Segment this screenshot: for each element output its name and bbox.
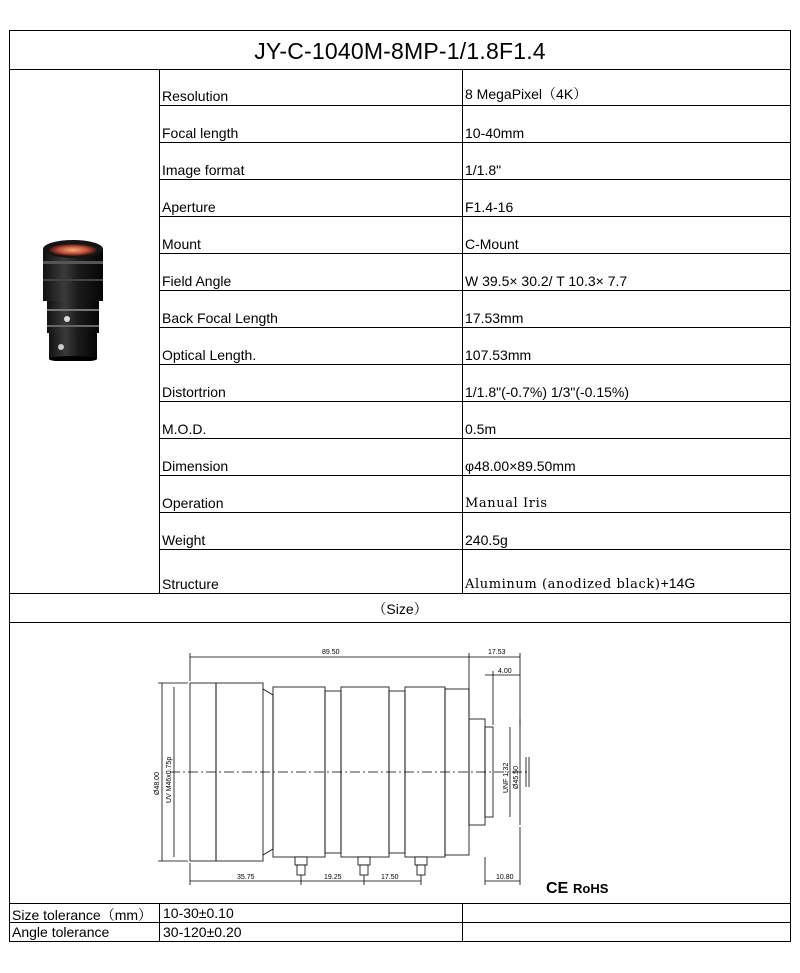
spec-row-mount xyxy=(160,217,790,254)
spec-area xyxy=(10,69,790,593)
dim-total: 89.50 xyxy=(322,649,340,656)
tolerance-value: 30-120±0.20 xyxy=(163,924,242,940)
spec-value: 1/1.8" xyxy=(465,162,502,178)
dimension-drawing xyxy=(10,623,790,903)
spec-row-weight xyxy=(160,513,790,550)
spec-value: 0.5m xyxy=(465,421,497,437)
tolerance-row-size xyxy=(10,903,790,923)
spec-row-structure xyxy=(160,550,790,593)
spec-row-optical-length xyxy=(160,328,790,365)
spec-label: Weight xyxy=(162,532,206,548)
spec-row-dimension xyxy=(160,439,790,476)
spec-value: Aluminum (anodized black) xyxy=(465,577,661,592)
dim-a: 35.75 xyxy=(237,874,255,881)
product-title: JY-C-1040M-8MP-1/1.8F1.4 xyxy=(10,31,790,70)
lens-photo xyxy=(37,239,109,361)
tolerance-row-angle xyxy=(10,922,790,942)
spec-row-aperture xyxy=(160,180,790,217)
spec-value: 10-40mm xyxy=(465,125,525,141)
spec-label: Focal length xyxy=(162,125,239,141)
dim-filter-thread: UV M46x0.75p xyxy=(166,756,173,803)
dim-diameter: Ø48.00 xyxy=(154,772,161,795)
spec-value: 1/1.8"(-0.7%) 1/3"(-0.15%) xyxy=(465,384,630,400)
spec-value: 240.5g xyxy=(465,532,508,548)
spec-sheet xyxy=(9,30,791,942)
spec-label: Resolution xyxy=(162,88,229,104)
spec-value: 107.53mm xyxy=(465,347,532,363)
dim-b: 19.25 xyxy=(324,874,342,881)
tolerance-divider xyxy=(159,904,160,923)
spec-label: Distortrion xyxy=(162,384,226,400)
ce-mark: CE xyxy=(546,880,569,897)
spec-row-focal-length xyxy=(160,106,790,143)
spec-value: Manual Iris xyxy=(465,496,548,511)
spec-value: C-Mount xyxy=(465,236,519,252)
spec-label: Dimension xyxy=(162,458,229,474)
spec-label: Field Angle xyxy=(162,273,232,289)
spec-label: Mount xyxy=(162,236,201,252)
spec-row-back-focal-length xyxy=(160,291,790,328)
size-heading: （Size） xyxy=(10,593,790,623)
spec-label: Structure xyxy=(162,576,219,592)
spec-label: Operation xyxy=(162,495,224,511)
spec-label: Optical Length. xyxy=(162,347,257,363)
spec-label: M.O.D. xyxy=(162,421,207,437)
rohs-mark: RoHS xyxy=(573,881,609,896)
dim-flange: 4.00 xyxy=(498,668,512,675)
tolerance-divider xyxy=(462,923,463,942)
lens-dimension-drawing xyxy=(10,623,790,903)
spec-row-field-angle xyxy=(160,254,790,291)
product-image-cell xyxy=(10,69,160,593)
spec-value: F1.4-16 xyxy=(465,199,514,215)
dim-mount-diameter: Ø45.50 xyxy=(513,766,520,789)
spec-value: 8 MegaPixel（4K） xyxy=(465,86,588,102)
spec-value: W 39.5× 30.2/ T 10.3× 7.7 xyxy=(465,273,628,289)
spec-row-resolution xyxy=(160,69,790,106)
spec-value: 17.53mm xyxy=(465,310,524,326)
tolerance-divider xyxy=(159,923,160,942)
spec-value-suffix: +14G xyxy=(660,575,696,591)
spec-value-wrap xyxy=(465,575,695,592)
tolerance-value: 10-30±0.10 xyxy=(163,905,234,921)
spec-row-distortion xyxy=(160,365,790,402)
spec-label: Aperture xyxy=(162,199,216,215)
dim-d: 10.80 xyxy=(496,874,514,881)
tolerance-label: Size tolerance（mm） xyxy=(12,907,153,923)
spec-value: φ48.00×89.50mm xyxy=(465,458,576,474)
spec-row-operation xyxy=(160,476,790,513)
spec-label: Back Focal Length xyxy=(162,310,278,326)
tolerance-label: Angle tolerance xyxy=(12,924,110,940)
dim-back-focal: 17.53 xyxy=(488,649,506,656)
tolerance-divider xyxy=(462,904,463,923)
spec-row-image-format xyxy=(160,143,790,180)
spec-label: Image format xyxy=(162,162,245,178)
dim-c: 17.50 xyxy=(381,874,399,881)
spec-row-mod xyxy=(160,402,790,439)
dim-mount-thread: UNF 1-32 xyxy=(503,762,510,793)
